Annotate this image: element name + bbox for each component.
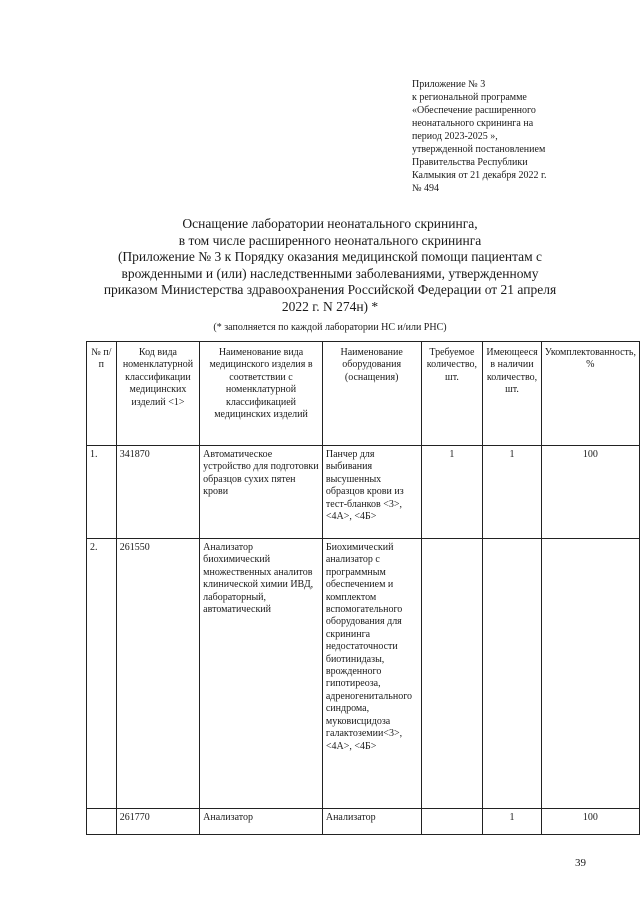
appendix-line: утвержденной постановлением: [412, 144, 546, 155]
header-percent: Укомплектованность, %: [541, 342, 639, 446]
cell-num: [87, 809, 117, 835]
table-header-row: [87, 342, 640, 446]
document-title: [70, 216, 590, 316]
cell-percent: 100: [541, 809, 639, 835]
equipment-table: [86, 341, 640, 835]
cell-code: 261550: [116, 539, 199, 809]
page-number: 39: [575, 857, 586, 869]
cell-available: [483, 539, 541, 809]
appendix-line: № 494: [412, 183, 440, 194]
appendix-line: период 2023-2025 »,: [412, 131, 498, 142]
cell-num: 1.: [87, 446, 117, 539]
cell-equipment: Анализатор: [322, 809, 421, 835]
cell-code: 341870: [116, 446, 199, 539]
title-line: врожденными и (или) наследственными заболеваниями, утвержденному: [121, 265, 539, 281]
appendix-line: Правительства Республики: [412, 157, 528, 168]
cell-percent: [541, 539, 639, 809]
cell-available: 1: [483, 446, 541, 539]
cell-kind: Анализатор биохимический множественных аналитов клинической химии ИВД, лабораторный, автоматический: [200, 539, 323, 809]
cell-equipment: Биохимический анализатор с программным обеспечением и комплектом вспомогательного оборудования для скрининга недостаточности биотинидазы, врожденного гипотиреоза, адреногенитального синдрома, муковисцидоза галактоземии<3>, <4А>, <4Б>: [322, 539, 421, 809]
header-required: Требуемое количество, шт.: [421, 342, 483, 446]
table-row: [87, 446, 640, 539]
title-line: в том числе расширенного неонатального скрининга: [178, 232, 482, 248]
header-code: Код вида номенклатурной классификации медицинских изделий <1>: [116, 342, 199, 446]
title-line: 2022 г. N 274н) *: [281, 298, 379, 314]
cell-required: [421, 539, 483, 809]
table-row: [87, 539, 640, 809]
table-row: [87, 809, 640, 835]
header-num: № п/п: [87, 342, 117, 446]
cell-required: [421, 809, 483, 835]
cell-percent: 100: [541, 446, 639, 539]
appendix-line: «Обеспечение расширенного: [412, 105, 536, 116]
cell-available: 1: [483, 809, 541, 835]
cell-kind: Автоматическое устройство для подготовки образцов сухих пятен крови: [200, 446, 323, 539]
cell-kind: Анализатор: [200, 809, 323, 835]
title-line: (Приложение № 3 к Порядку оказания медицинской помощи пациентам с: [117, 249, 543, 265]
appendix-line: Приложение № 3: [412, 79, 486, 90]
cell-num: 2.: [87, 539, 117, 809]
cell-required: 1: [421, 446, 483, 539]
cell-equipment: Панчер для выбивания высушенных образцов крови из тест-бланков <3>, <4А>, <4Б>: [322, 446, 421, 539]
appendix-line: к региональной программе: [412, 92, 527, 103]
header-kind: Наименование вида медицинского изделия в соответствии с номенклатурной классификацией медицинских изделий: [200, 342, 323, 446]
title-line: приказом Министерства здравоохранения Российской Федерации от 21 апреля: [103, 282, 557, 298]
header-equipment: Наименование оборудования (оснащения): [322, 342, 421, 446]
appendix-block: [412, 78, 612, 195]
header-available: Имеющееся в наличии количество, шт.: [483, 342, 541, 446]
title-line: Оснащение лаборатории неонатального скрининга,: [182, 216, 478, 231]
appendix-line: неонатального скрининга на: [412, 118, 534, 129]
cell-code: 261770: [116, 809, 199, 835]
fill-note: (* заполняется по каждой лаборатории НС и/или РНС): [213, 322, 447, 333]
appendix-line: Калмыкия от 21 декабря 2022 г.: [412, 170, 547, 181]
